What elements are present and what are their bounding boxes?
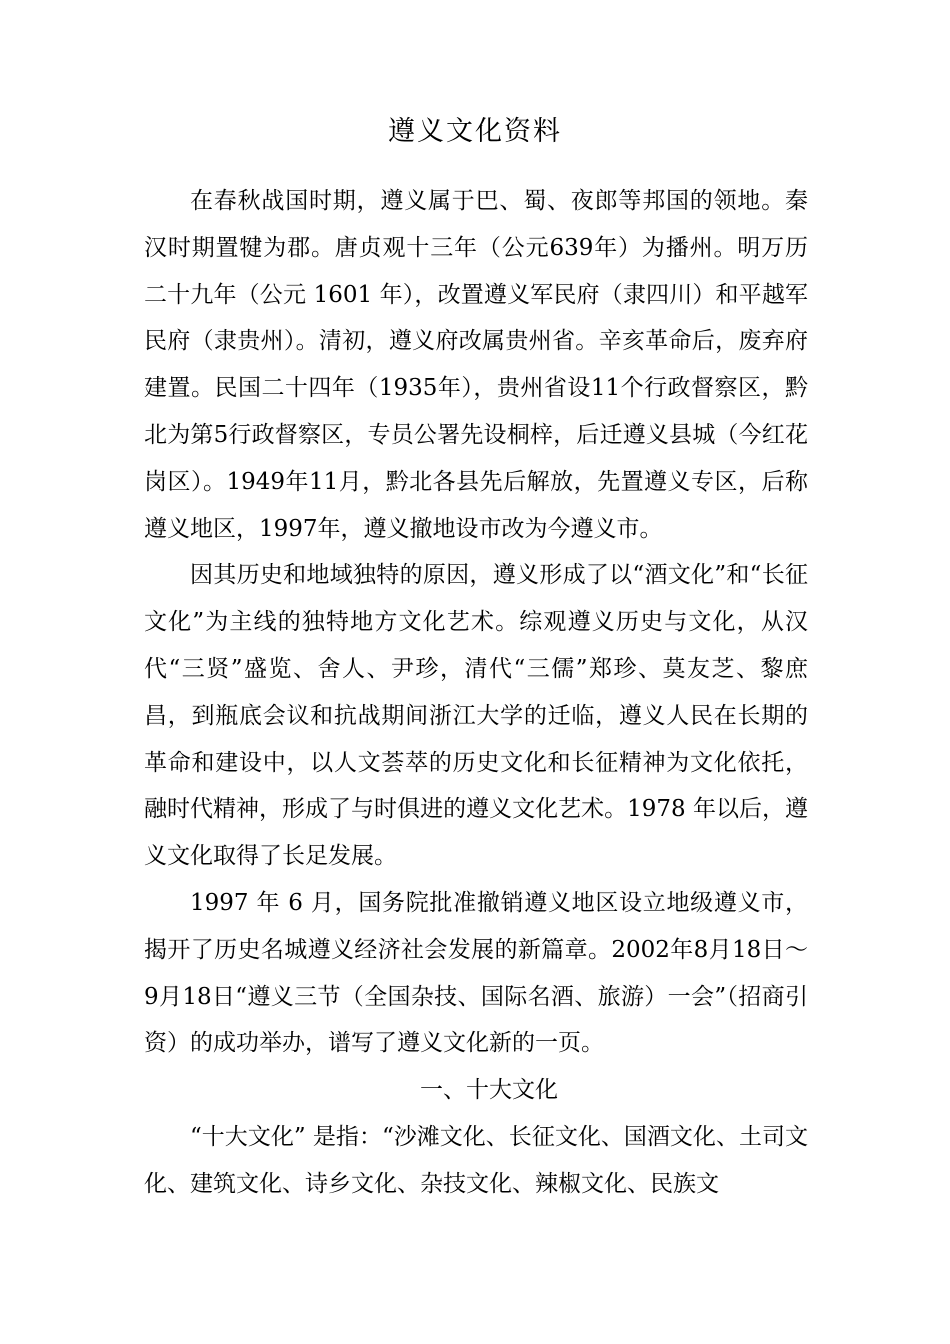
paragraph-culture: 因其历史和地域独特的原因，遵义形成了以“酒文化”和“长征文化”为主线的独特地方文化艺术。综观遵义历史与文化，从汉代“三贤”盛览、舍人、尹珍，清代“三儒”郑珍、莫友芝、黎庶昌，到瓶底会议和抗战期间浙江大学的迁临，遵义人民在长期的革命和建设中，以人文荟萃的历史文化和长征精神为文化依托，融时代精神，形成了与时俱进的遵义文化艺术。1978 年以后，遵义文化取得了长足发展。 — [144, 562, 808, 870]
document-title: 遵义文化资料 — [388, 116, 562, 147]
paragraph-development: 1997 年 6 月，国务院批准撤销遵义地区设立地级遵义市，揭开了历史名城遵义经济社会发展的新篇章。2002年8月18日～9月18日“遵义三节（全国杂技、国际名酒、旅游）一会”（招商引资）的成功举办，谱写了遵义文化新的一页。 — [144, 889, 808, 1057]
paragraph-history: 在春秋战国时期，遵义属于巴、蜀、夜郎等邦国的领地。秦汉时期置犍为郡。唐贞观十三年（公元639年）为播州。明万历二十九年（公元 1601 年），改置遵义军民府（隶四川）和平越军民府（隶贵州）。清初，遵义府改属贵州省。辛亥革命后，废弃府建置。民国二十四年（1935年），贵州省设11个行政督察区，黔北为第5行政督察区，专员公署先设桐梓，后迁遵义县城（今红花岗区）。1949年11月，黔北各县先后解放，先置遵义专区，后称遵义地区，1997年，遵义撤地设市改为今遵义市。 — [144, 188, 808, 542]
section-heading: 一、十大文化 — [420, 1077, 558, 1104]
paragraph-ten-cultures: “十大文化” 是指：“沙滩文化、长征文化、国酒文化、土司文化、建筑文化、诗乡文化、杂技文化、辣椒文化、民族文 — [144, 1123, 808, 1197]
document-body — [144, 178, 808, 1208]
